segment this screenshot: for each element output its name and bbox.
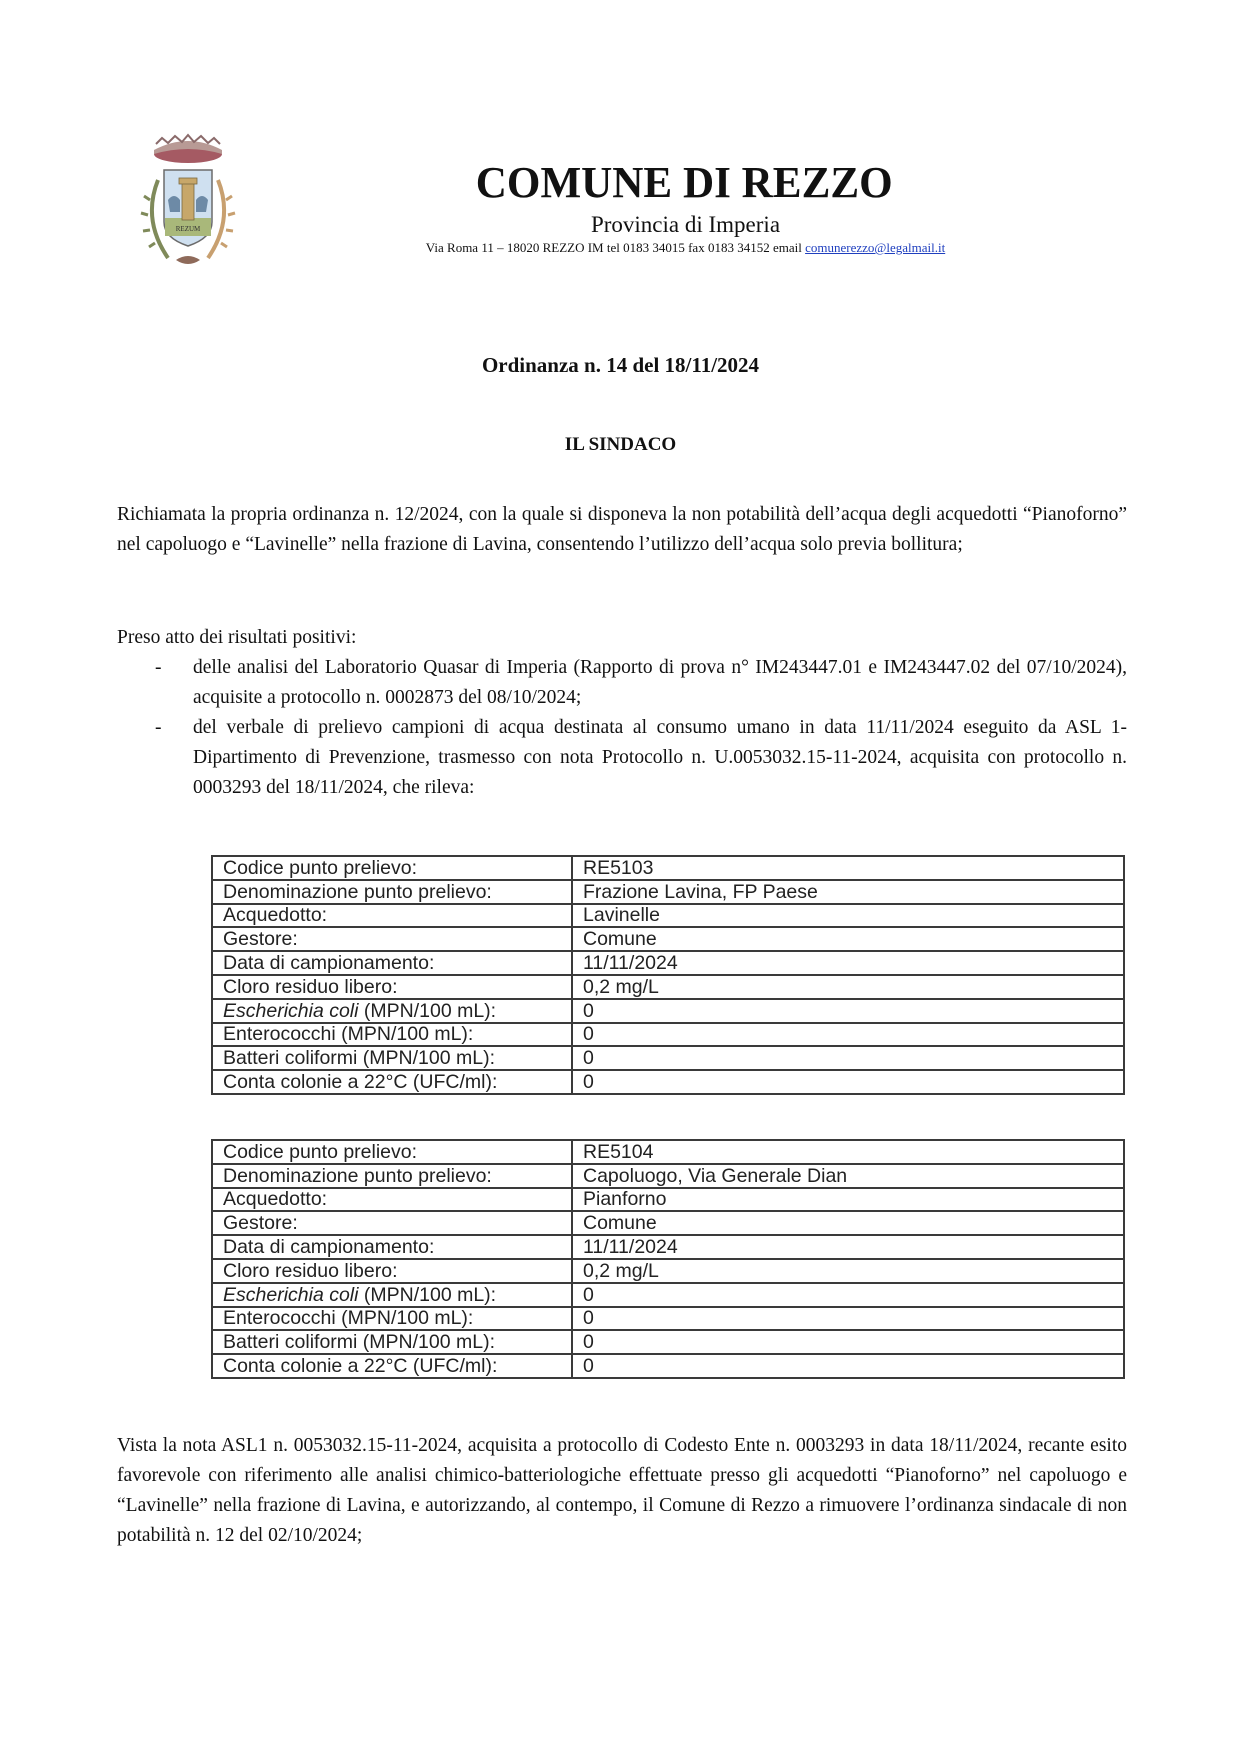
row-value: 0,2 mg/L	[572, 975, 1124, 999]
table-row	[212, 1211, 1124, 1235]
row-label: Batteri coliformi (MPN/100 mL):	[212, 1046, 572, 1070]
row-label: Acquedotto:	[212, 904, 572, 928]
row-label: Enterococchi (MPN/100 mL):	[212, 1307, 572, 1331]
row-label	[212, 1283, 572, 1307]
table-row	[212, 1307, 1124, 1331]
row-label: Codice punto prelievo:	[212, 1140, 572, 1164]
row-value: RE5103	[572, 856, 1124, 880]
table-row	[212, 1235, 1124, 1259]
row-label: Data di campionamento:	[212, 951, 572, 975]
section-heading: IL SINDACO	[564, 434, 677, 455]
table-row	[212, 1070, 1124, 1094]
list-item	[117, 653, 1127, 713]
results-list	[117, 653, 1127, 803]
table-row	[212, 880, 1124, 904]
table-row	[212, 927, 1124, 951]
row-value: 0	[572, 1330, 1124, 1354]
row-label: Data di campionamento:	[212, 1235, 572, 1259]
row-label-italic: Escherichia coli	[223, 999, 359, 1022]
paragraph-richiamata: Richiamata la propria ordinanza n. 12/2024, con la quale si disponeva la non potabilità dell’acqua degli acquedotti “Pianoforno” nel capoluogo e “Lavinelle” nella frazione di Lavina, consentendo l’utilizzo dell’acqua solo previa bollitura;	[117, 504, 1127, 555]
sample-table-re5103	[211, 855, 1125, 1095]
table-row	[212, 856, 1124, 880]
table-row	[212, 975, 1124, 999]
list-item	[117, 713, 1127, 803]
row-value: Capoluogo, Via Generale Dian	[572, 1164, 1124, 1188]
row-label-italic: Escherichia coli	[223, 1283, 359, 1306]
table-row	[212, 1164, 1124, 1188]
row-value: 11/11/2024	[572, 951, 1124, 975]
table-row	[212, 951, 1124, 975]
row-value: 0	[572, 1023, 1124, 1047]
row-label: Conta colonie a 22°C (UFC/ml):	[212, 1070, 572, 1094]
table-row	[212, 1140, 1124, 1164]
list-item-text: del verbale di prelievo campioni di acqua destinata al consumo umano in data 11/11/2024 eseguito da ASL 1- Dipartimento di Prevenzione, trasmesso con nota Protocollo n. U.0053032.15-11-2024, acquisita con protocollo n. 0003293 del 18/11/2024, che rileva:	[193, 717, 1127, 798]
row-value: Lavinelle	[572, 904, 1124, 928]
row-value: Comune	[572, 1211, 1124, 1235]
row-label: Cloro residuo libero:	[212, 975, 572, 999]
table-row	[212, 1259, 1124, 1283]
row-label: Denominazione punto prelievo:	[212, 880, 572, 904]
row-label: Enterococchi (MPN/100 mL):	[212, 1023, 572, 1047]
row-value: 0	[572, 1046, 1124, 1070]
table-row	[212, 904, 1124, 928]
email-link[interactable]: comunerezzo@legalmail.it	[805, 240, 946, 255]
table-row	[212, 1023, 1124, 1047]
table-row	[212, 1188, 1124, 1212]
row-value: Comune	[572, 927, 1124, 951]
bullet-dash: -	[155, 717, 162, 738]
row-label: Denominazione punto prelievo:	[212, 1164, 572, 1188]
crest-motto: REZUM	[175, 225, 201, 233]
row-label: Cloro residuo libero:	[212, 1259, 572, 1283]
row-label: Acquedotto:	[212, 1188, 572, 1212]
row-value: 0	[572, 1307, 1124, 1331]
row-value: 0	[572, 1283, 1124, 1307]
row-value: 0	[572, 999, 1124, 1023]
organization-address	[0, 240, 1241, 256]
ordinance-title: Ordinanza n. 14 del 18/11/2024	[481, 353, 760, 377]
table-row	[212, 1354, 1124, 1378]
row-value: 0,2 mg/L	[572, 1259, 1124, 1283]
row-label: Conta colonie a 22°C (UFC/ml):	[212, 1354, 572, 1378]
row-label: Codice punto prelievo:	[212, 856, 572, 880]
row-label	[212, 999, 572, 1023]
row-label: Gestore:	[212, 927, 572, 951]
list-item-text: delle analisi del Laboratorio Quasar di Imperia (Rapporto di prova n° IM243447.01 e IM243447.02 del 07/10/2024), acquisite a protocollo n. 0002873 del 08/10/2024;	[193, 657, 1127, 708]
sample-table-re5104	[211, 1139, 1125, 1379]
row-label-rest: (MPN/100 mL):	[358, 1283, 497, 1306]
table-row	[212, 1283, 1124, 1307]
row-label-rest: (MPN/100 mL):	[358, 999, 497, 1022]
paragraph-vista-la-nota: Vista la nota ASL1 n. 0053032.15-11-2024, acquisita a protocollo di Codesto Ente n. 0003293 in data 18/11/2024, recante esito favorevole con riferimento alle analisi chimico-batteriologiche effettuate presso gli acquedotti “Pianoforno” nel capoluogo e “Lavinelle” nella frazione di Lavina, e autorizzando, al contempo, il Comune di Rezzo a rimuovere l’ordinanza sindacale di non potabilità n. 12 del 02/10/2024;	[117, 1435, 1127, 1546]
row-value: 11/11/2024	[572, 1235, 1124, 1259]
organization-province: Provincia di Imperia	[590, 212, 781, 237]
row-label: Batteri coliformi (MPN/100 mL):	[212, 1330, 572, 1354]
bullet-dash: -	[155, 657, 162, 678]
row-value: Pianforno	[572, 1188, 1124, 1212]
table-row	[212, 999, 1124, 1023]
row-value: RE5104	[572, 1140, 1124, 1164]
organization-title: COMUNE DI REZZO	[475, 158, 893, 207]
table-row	[212, 1330, 1124, 1354]
paragraph-preso-atto: Preso atto dei risultati positivi:	[117, 627, 357, 648]
row-value: 0	[572, 1354, 1124, 1378]
address-text: Via Roma 11 – 18020 REZZO IM tel 0183 34015 fax 0183 34152 email	[425, 240, 806, 255]
row-value: Frazione Lavina, FP Paese	[572, 880, 1124, 904]
row-label: Gestore:	[212, 1211, 572, 1235]
table-row	[212, 1046, 1124, 1070]
row-value: 0	[572, 1070, 1124, 1094]
